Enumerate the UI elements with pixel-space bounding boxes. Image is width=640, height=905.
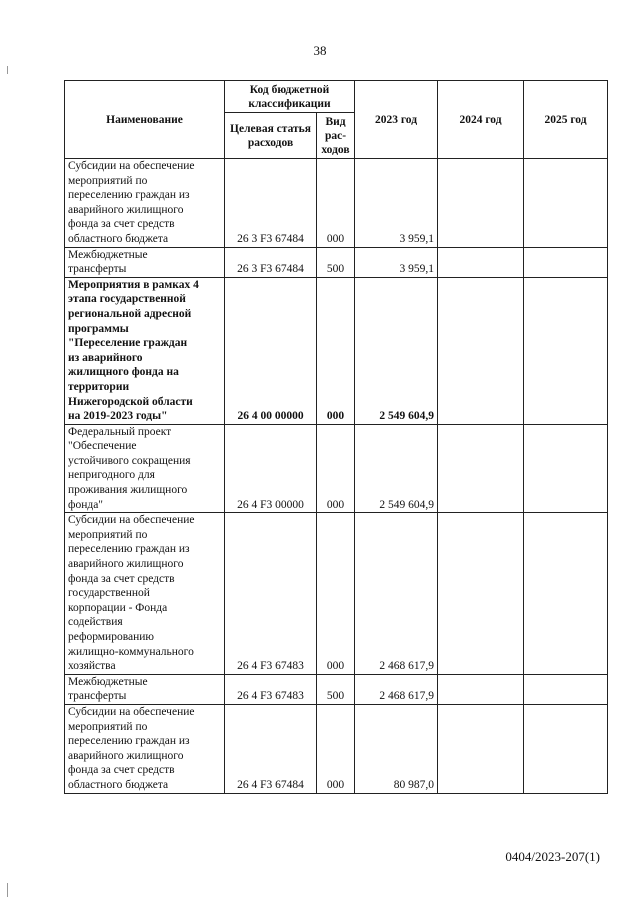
row-2023: 2 468 617,9: [355, 674, 438, 704]
row-2025: [524, 159, 608, 248]
row-2023: 2 549 604,9: [355, 277, 438, 424]
row-name-line: жилищно-коммунального: [68, 645, 194, 658]
row-name-line: фонда за счет средств: [68, 572, 175, 585]
row-name: [65, 159, 225, 248]
row-target-article: 26 4 F3 67483: [225, 674, 317, 704]
row-2024: [438, 247, 524, 277]
row-2025: [524, 247, 608, 277]
row-name-line: на 2019-2023 годы": [68, 410, 168, 423]
budget-table: [64, 80, 608, 794]
row-name-line: мероприятий по: [68, 174, 148, 187]
row-name-line: аварийного жилищного: [68, 749, 184, 762]
row-2024: [438, 704, 524, 793]
row-expense-type: 000: [317, 513, 355, 675]
row-name-line: проживания жилищного: [68, 484, 188, 497]
row-name-line: аварийного жилищного: [68, 203, 184, 216]
row-name-line: "Обеспечение: [68, 440, 137, 453]
header-target-article: Целевая статья расходов: [225, 113, 317, 159]
row-name-line: областного бюджета: [68, 778, 169, 791]
table-row: [65, 424, 608, 513]
row-name-line: фонда за счет средств: [68, 764, 175, 777]
row-name-line: Межбюджетные: [68, 248, 148, 261]
row-2025: [524, 513, 608, 675]
row-2023: 2 549 604,9: [355, 424, 438, 513]
row-name-line: Нижегородской области: [68, 395, 193, 408]
row-expense-type: 000: [317, 277, 355, 424]
margin-mark: [7, 66, 8, 74]
row-2025: [524, 704, 608, 793]
row-expense-type: 500: [317, 674, 355, 704]
row-name-line: из аварийного: [68, 351, 143, 364]
row-name-line: Мероприятия в рамках 4: [68, 278, 199, 291]
row-name: [65, 277, 225, 424]
row-name-line: переселению граждан из: [68, 735, 190, 748]
header-expense-type: Вид рас-ходов: [317, 113, 355, 159]
row-name-line: областного бюджета: [68, 232, 169, 245]
header-code-group: Код бюджетной классификации: [225, 81, 355, 113]
row-name-line: переселению граждан из: [68, 189, 190, 202]
row-target-article: 26 3 F3 67484: [225, 247, 317, 277]
page-number: 38: [313, 43, 327, 58]
header-2024: 2024 год: [438, 81, 524, 159]
row-expense-type: 000: [317, 159, 355, 248]
row-2024: [438, 424, 524, 513]
row-target-article: 26 4 F3 67484: [225, 704, 317, 793]
row-2025: [524, 277, 608, 424]
row-2024: [438, 513, 524, 675]
row-name: [65, 513, 225, 675]
table-row: [65, 704, 608, 793]
row-2024: [438, 674, 524, 704]
row-name-line: фонда за счет средств: [68, 218, 175, 231]
row-name-line: мероприятий по: [68, 720, 148, 733]
row-name-line: непригодного для: [68, 469, 155, 482]
row-name-line: трансферты: [68, 690, 127, 703]
header-name: Наименование: [65, 81, 225, 159]
row-name-line: содействия: [68, 616, 123, 629]
table-body: [65, 159, 608, 794]
row-name-line: Федеральный проект: [68, 425, 172, 438]
header-2025: 2025 год: [524, 81, 608, 159]
table-row: [65, 674, 608, 704]
row-target-article: 26 4 F3 67483: [225, 513, 317, 675]
row-name: [65, 424, 225, 513]
row-name-line: устойчивого сокращения: [68, 454, 191, 467]
row-name-line: программы: [68, 322, 129, 335]
row-name-line: "Переселение граждан: [68, 337, 188, 350]
row-2024: [438, 159, 524, 248]
row-name-line: территории: [68, 380, 130, 393]
row-2023: 3 959,1: [355, 247, 438, 277]
row-target-article: 26 3 F3 67484: [225, 159, 317, 248]
row-name-line: Субсидии на обеспечение: [68, 514, 195, 527]
table-row: [65, 159, 608, 248]
table-row: [65, 247, 608, 277]
header-2023: 2023 год: [355, 81, 438, 159]
row-name-line: реформированию: [68, 631, 154, 643]
row-name-line: переселению граждан из: [68, 543, 190, 556]
row-name-line: фонда": [68, 498, 104, 511]
row-2025: [524, 674, 608, 704]
row-name: [65, 247, 225, 277]
row-name-line: Субсидии на обеспечение: [68, 160, 195, 172]
row-2023: 80 987,0: [355, 704, 438, 793]
row-name-line: региональной адресной: [68, 307, 192, 320]
row-name-line: трансферты: [68, 263, 127, 276]
margin-mark: [7, 883, 8, 897]
row-name-line: мероприятий по: [68, 528, 148, 541]
row-2023: 2 468 617,9: [355, 513, 438, 675]
row-expense-type: 000: [317, 704, 355, 793]
row-name-line: Субсидии на обеспечение: [68, 705, 195, 718]
row-expense-type: 000: [317, 424, 355, 513]
document-code: 0404/2023-207(1): [505, 849, 600, 864]
row-target-article: 26 4 00 00000: [225, 277, 317, 424]
row-name-line: корпорации - Фонда: [68, 601, 168, 614]
row-name-line: государственной: [68, 587, 150, 600]
table-row: [65, 513, 608, 675]
row-name-line: жилищного фонда на: [68, 366, 179, 379]
table-row: [65, 277, 608, 424]
row-name: [65, 674, 225, 704]
row-expense-type: 500: [317, 247, 355, 277]
row-name-line: Межбюджетные: [68, 675, 148, 688]
row-target-article: 26 4 F3 00000: [225, 424, 317, 513]
row-name-line: хозяйства: [68, 660, 116, 673]
row-name-line: аварийного жилищного: [68, 558, 184, 571]
row-2023: 3 959,1: [355, 159, 438, 248]
row-name: [65, 704, 225, 793]
row-2025: [524, 424, 608, 513]
row-2024: [438, 277, 524, 424]
row-name-line: этапа государственной: [68, 293, 186, 306]
